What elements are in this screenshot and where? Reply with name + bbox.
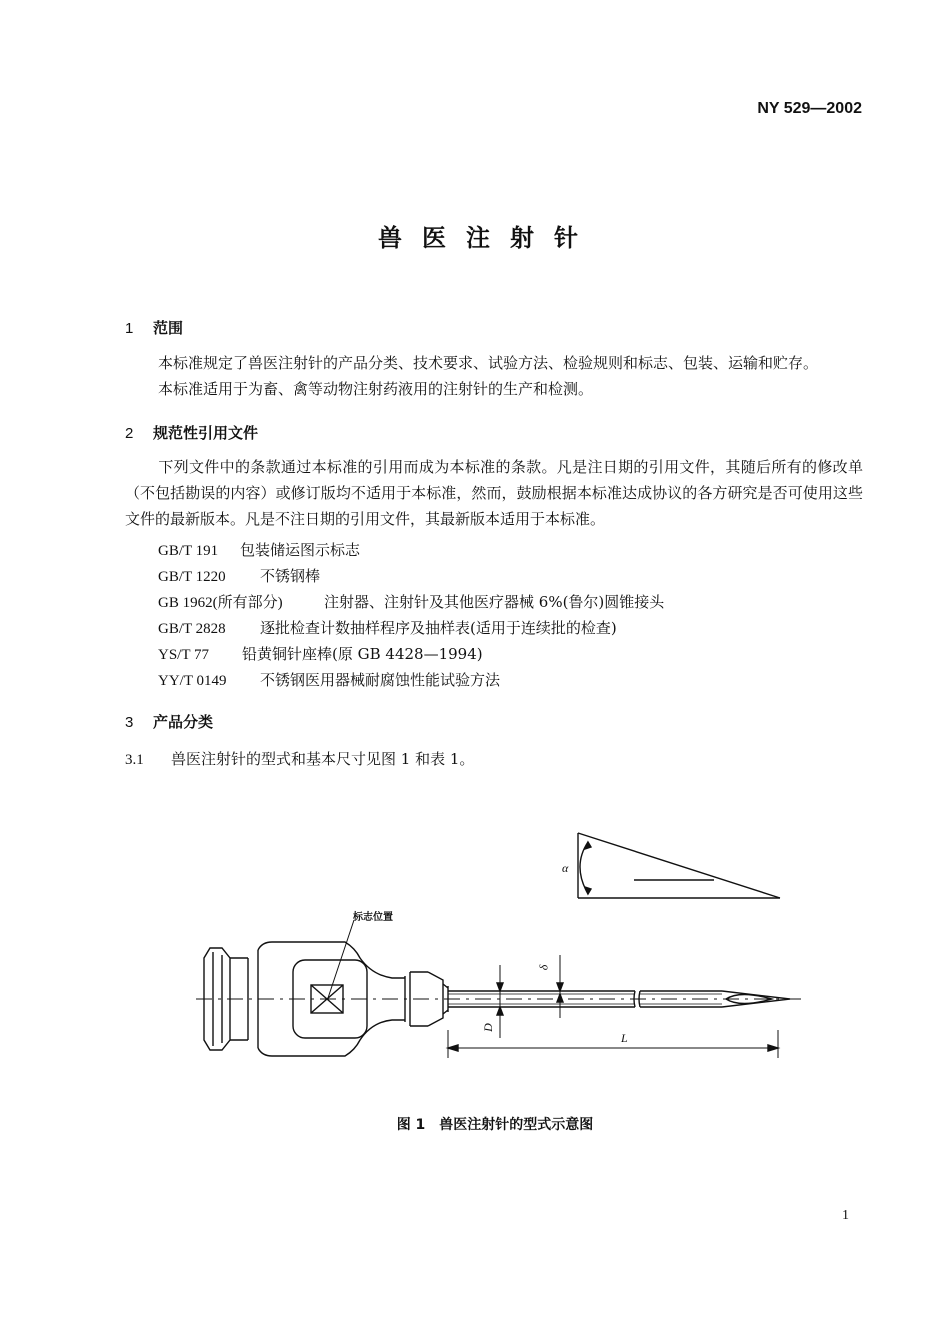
section-title: 产品分类 <box>153 713 214 731</box>
reference-code: GB 1962(所有部分) <box>158 595 283 611</box>
section-title: 规范性引用文件 <box>153 424 259 442</box>
reference-title: 注射器、注射针及其他医疗器械 6%(鲁尔)圆锥接头 <box>324 593 665 611</box>
diameter-label: D <box>480 1023 495 1032</box>
page-number: 1 <box>842 1208 849 1223</box>
reference-title: 不锈钢医用器械耐腐蚀性能试验方法 <box>260 671 501 689</box>
document-title: 兽医注射针 <box>378 224 598 252</box>
reference-code: GB/T 2828 <box>158 621 226 637</box>
reference-title: 铅黄铜针座棒(原 GB 4428—1994) <box>242 645 483 663</box>
section-number: 1 <box>125 320 134 337</box>
paragraph-text: 下列文件中的条款通过本标准的引用而成为本标准的条款。凡是注日期的引用文件，其随后所有的修改单（不包括勘误的内容）或修订版均不适用于本标准，然而，鼓励根据本标准达成协议的各方研究是否可使用这些文件的最新版本。凡是不注日期的引用文件，其最新版本适用于本标准。 <box>125 458 863 528</box>
figure-caption: 图 1 兽医注射针的型式示意图 <box>396 1117 594 1133</box>
section-number: 2 <box>125 425 134 442</box>
subsection-number: 3.1 <box>125 752 144 768</box>
paragraph-line: 本标准适用于为畜、禽等动物注射药液用的注射针的生产和检测。 <box>158 380 594 398</box>
wall-thickness-dimension <box>557 955 563 1018</box>
section-title: 范围 <box>153 319 184 337</box>
reference-code: GB/T 191 <box>158 543 219 559</box>
delta-label: δ <box>536 964 551 971</box>
reference-code: GB/T 1220 <box>158 569 226 585</box>
reference-title: 逐批检查计数抽样程序及抽样表(适用于连续批的检查) <box>260 619 617 637</box>
length-label: L <box>621 1031 628 1045</box>
section-number: 3 <box>125 714 134 731</box>
diameter-dimension <box>497 965 503 1038</box>
bevel-angle-diagram <box>578 833 780 898</box>
alpha-label: α <box>562 861 569 875</box>
subsection-text: 兽医注射针的型式和基本尺寸见图 1 和表 1。 <box>171 750 475 768</box>
reference-code: YS/T 77 <box>158 647 209 663</box>
standard-code: NY 529—2002 <box>757 100 862 117</box>
paragraph-line: 本标准规定了兽医注射针的产品分类、技术要求、试验方法、检验规则和标志、包装、运输和贮存。 <box>158 354 819 372</box>
reference-title: 不锈钢棒 <box>260 567 321 585</box>
length-dimension <box>448 1030 778 1058</box>
reference-code: YY/T 0149 <box>158 673 227 689</box>
reference-title: 包装储运图示标志 <box>240 541 361 559</box>
mark-position-callout: 标志位置 <box>353 912 393 923</box>
